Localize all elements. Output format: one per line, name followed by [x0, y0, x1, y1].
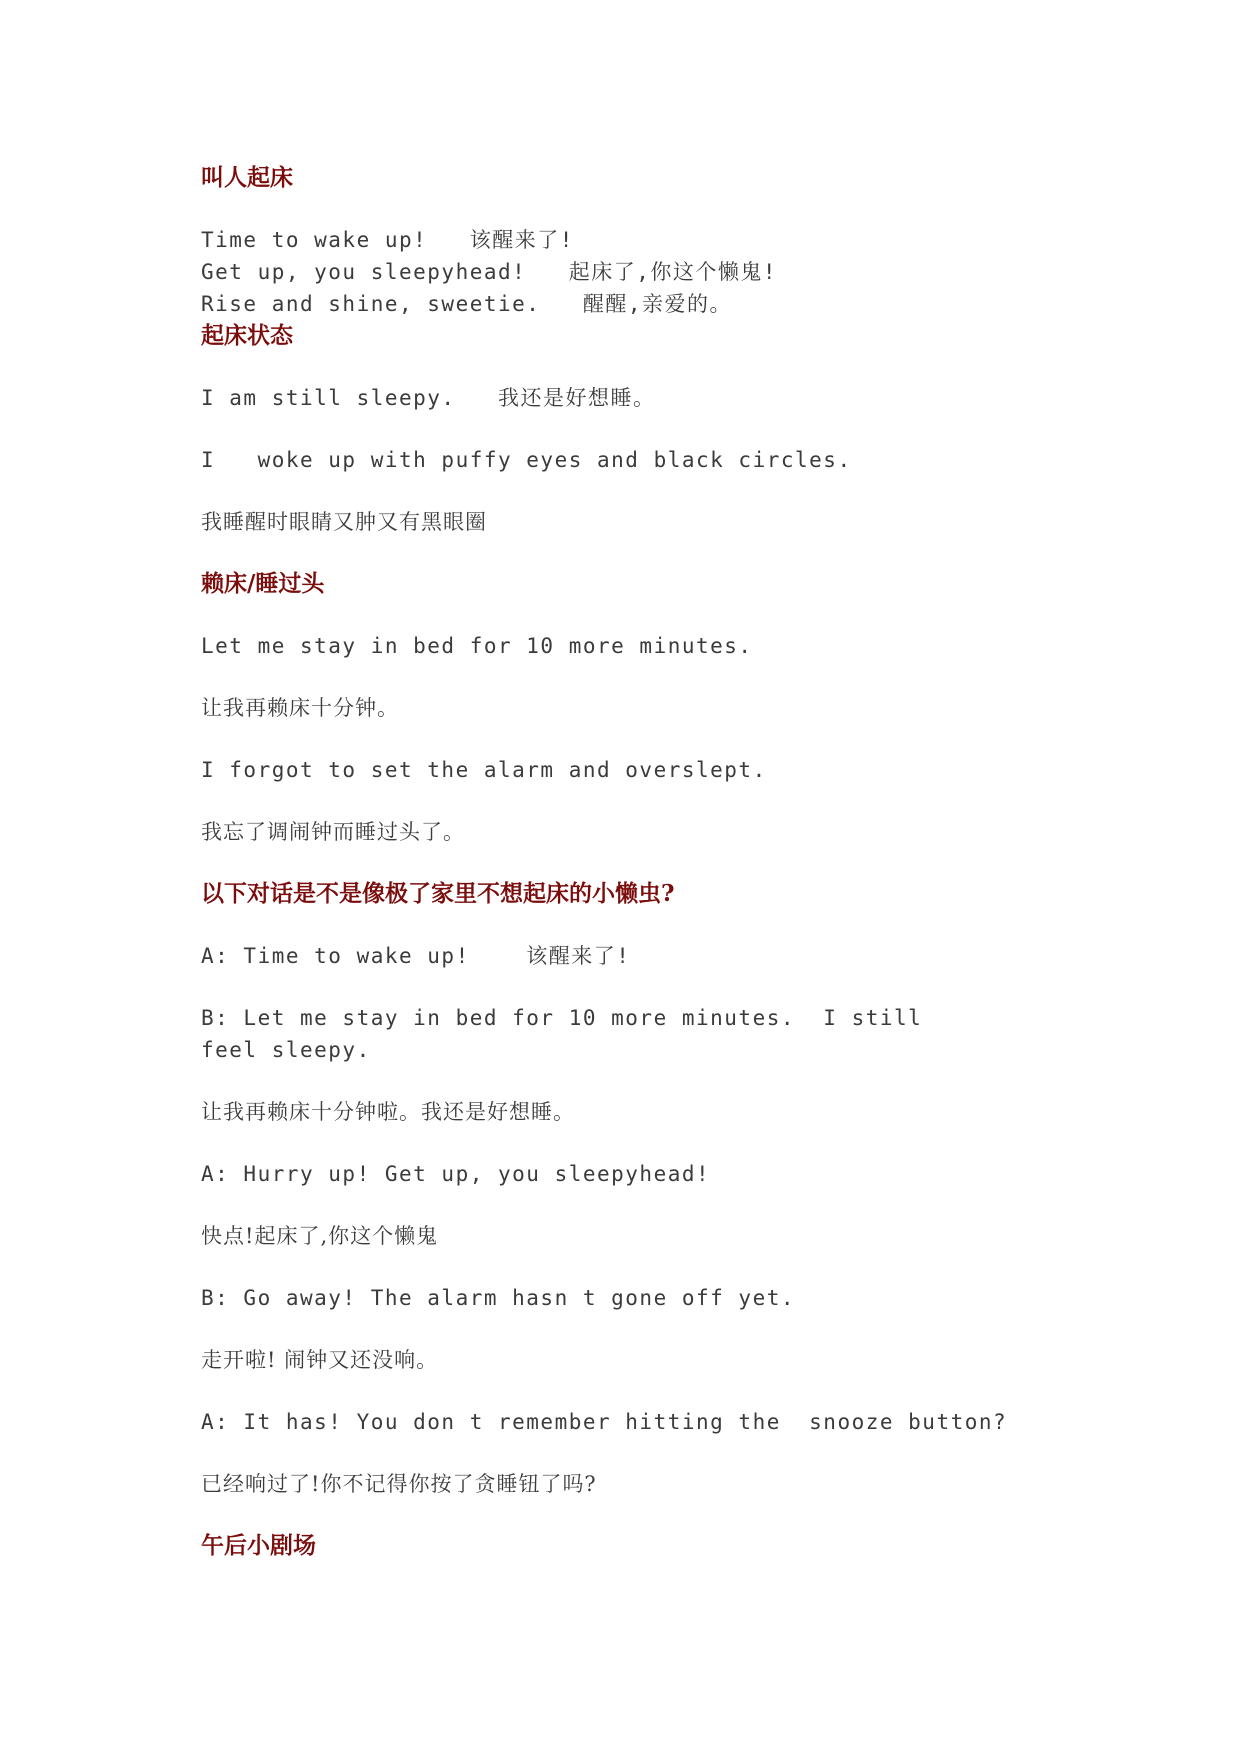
- dialogue-line: 走开啦! 闹钟又还没响。: [201, 1348, 439, 1372]
- dialogue-line: A: It has! You don t remember hitting the snooze button?: [201, 1410, 1008, 1434]
- text-line: 让我再赖床十分钟。: [201, 696, 399, 720]
- text-line: Time to wake up! 该醒来了!: [201, 228, 574, 252]
- text-line: Get up, you sleepyhead! 起床了,你这个懒鬼!: [201, 260, 778, 284]
- text-line: 我睡醒时眼睛又肿又有黑眼圈: [201, 510, 487, 534]
- dialogue-line: 快点!起床了,你这个懒鬼: [201, 1224, 439, 1248]
- text-line: Rise and shine, sweetie. 醒醒,亲爱的。: [201, 292, 733, 316]
- dialogue-line: B: Go away! The alarm hasn t gone off yet.: [201, 1286, 796, 1310]
- text-line: 我忘了调闹钟而睡过头了。: [201, 820, 465, 844]
- text-line: I woke up with puffy eyes and black circles.: [201, 448, 852, 472]
- dialogue-line: A: Time to wake up! 该醒来了!: [201, 944, 631, 968]
- dialogue-line: 已经响过了!你不记得你按了贪睡钮了吗?: [201, 1472, 597, 1496]
- text-line: I am still sleepy. 我还是好想睡。: [201, 386, 656, 410]
- heading-dialogue: 以下对话是不是像极了家里不想起床的小懒虫?: [201, 880, 675, 907]
- dialogue-line: B: Let me stay in bed for 10 more minutes. I still feel sleepy.: [201, 1006, 937, 1062]
- dialogue-line: 让我再赖床十分钟啦。我还是好想睡。: [201, 1100, 575, 1124]
- text-line: I forgot to set the alarm and overslept.: [201, 758, 767, 782]
- heading-state: 起床状态: [201, 322, 293, 349]
- heading-wake-up: 叫人起床: [201, 164, 293, 191]
- text-line: Let me stay in bed for 10 more minutes.: [201, 634, 753, 658]
- heading-afternoon: 午后小剧场: [201, 1532, 316, 1559]
- dialogue-line: A: Hurry up! Get up, you sleepyhead!: [201, 1162, 711, 1186]
- heading-oversleep: 赖床/睡过头: [201, 570, 325, 597]
- document-content: [201, 162, 1021, 1562]
